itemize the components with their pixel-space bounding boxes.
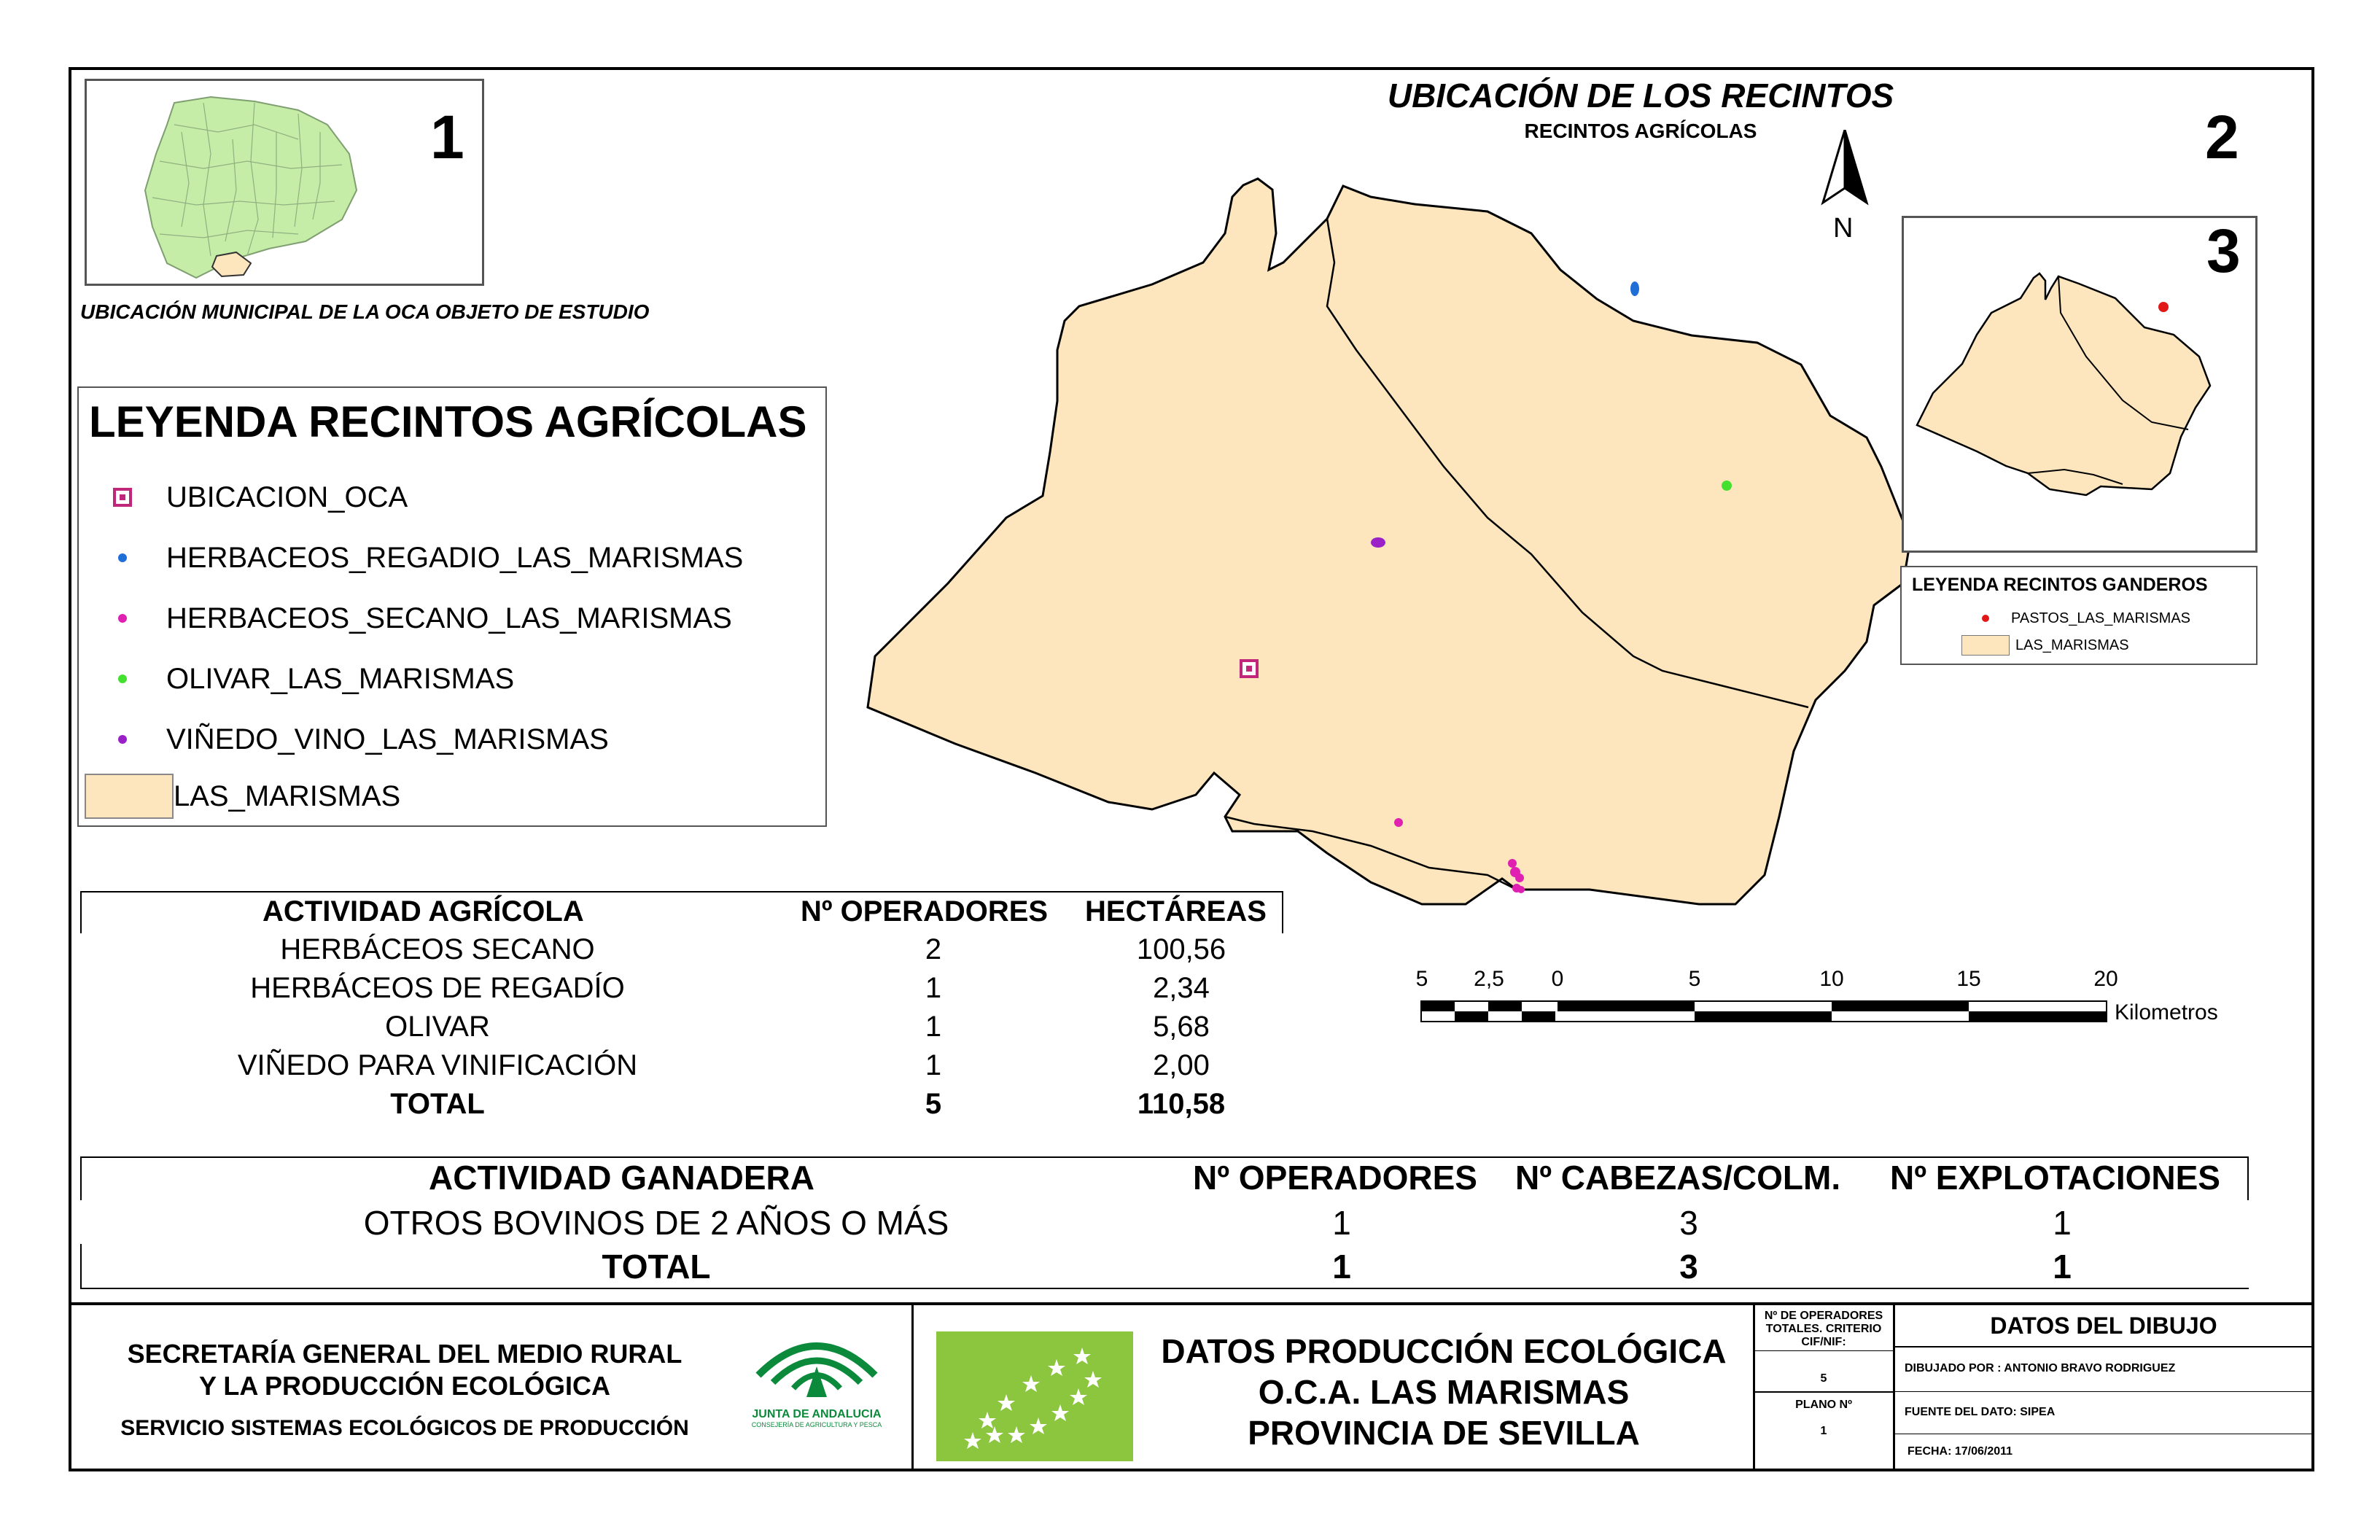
- table-ganadera-header-operators: Nº OPERADORES: [1193, 1159, 1477, 1197]
- eu-leaf-icon: [936, 1331, 1133, 1461]
- footer-divider-2: [1753, 1302, 1755, 1471]
- ganadero-map-svg: [1904, 218, 2255, 551]
- scale-tick-label: 0: [1551, 967, 1564, 991]
- footer-operators-label: Nº DE OPERADORES TOTALES. CRITERIO CIF/NIF:: [1764, 1310, 1883, 1348]
- scale-tick-label: 20: [2093, 967, 2118, 991]
- table-agricola-header-hectares: HECTÁREAS: [1085, 895, 1267, 928]
- table-agricola-row-hectares: 100,56: [1136, 933, 1226, 965]
- table-agricola-row-activity: HERBÁCEOS DE REGADÍO: [250, 972, 625, 1004]
- legend-item-ubicacion-oca: [79, 475, 408, 519]
- footer-center-line2: O.C.A. LAS MARISMAS: [1258, 1373, 1630, 1411]
- legend-label: UBICACION_OCA: [166, 481, 408, 513]
- footer-drawing-rule-2: [1894, 1391, 2314, 1392]
- junta-logo-text1: JUNTA DE ANDALUCIA: [752, 1408, 882, 1420]
- table-agricola-row-hectares: 2,00: [1153, 1049, 1210, 1081]
- table-agricola-total-hectares: 110,58: [1137, 1088, 1226, 1120]
- table-ganadera-header-farms: Nº EXPLOTACIONES: [1890, 1159, 2220, 1197]
- legend-ganadero-label: PASTOS_LAS_MARISMAS: [2011, 610, 2191, 626]
- legend-item-herbaceos-regadio: [79, 536, 743, 580]
- table-ganadera-left-rule: [80, 1156, 82, 1200]
- junta-logo-text2: CONSEJERÍA DE AGRICULTURA Y PESCA: [751, 1421, 882, 1428]
- table-agricola-row-operators: 1: [925, 1011, 942, 1043]
- scale-tick-label: 5: [1688, 967, 1701, 991]
- legend-label: HERBACEOS_REGADIO_LAS_MARISMAS: [166, 541, 744, 574]
- footer-plano-value: 1: [1820, 1425, 1827, 1437]
- scale-tick-label: 15: [1956, 967, 1981, 991]
- legend-item-vinedo: [79, 718, 609, 761]
- junta-andalucia-logo: [736, 1324, 897, 1441]
- footer-top-rule: [69, 1302, 2314, 1305]
- footer-plano-rule: [1754, 1391, 1893, 1393]
- legend-agricola: [77, 386, 827, 827]
- footer-source: FUENTE DEL DATO: SIPEA: [1905, 1406, 2056, 1418]
- legend-item-herbaceos-secano: [79, 596, 732, 640]
- point-pastos: [2158, 302, 2169, 312]
- table-ganadera-left-total-rule: [80, 1244, 82, 1289]
- table-agricola-row-activity: HERBÁCEOS SECANO: [280, 933, 595, 965]
- table-ganadera-total-operators: 1: [1332, 1248, 1351, 1286]
- panel-number-3: 3: [2206, 217, 2241, 285]
- oca-square-icon: [112, 487, 133, 508]
- table-ganadera-total-farms: 1: [2053, 1248, 2072, 1286]
- table-ganadera-header-heads: Nº CABEZAS/COLM.: [1515, 1159, 1841, 1197]
- table-agricola-top-rule: [80, 891, 1283, 892]
- footer-drawing-title: DATOS DEL DIBUJO: [1990, 1312, 2217, 1339]
- purple-dot-icon: [118, 735, 127, 744]
- legend-label: HERBACEOS_SECANO_LAS_MARISMAS: [166, 602, 732, 634]
- footer-org-line1: SECRETARÍA GENERAL DEL MEDIO RURAL: [127, 1339, 682, 1369]
- footer-divider-1: [911, 1302, 914, 1471]
- legend-label: OLIVAR_LAS_MARISMAS: [166, 662, 515, 695]
- north-label: N: [1833, 213, 1854, 244]
- inset-province-map: [85, 79, 484, 286]
- table-agricola-right-rule: [1282, 891, 1283, 933]
- legend-item-las-marismas: [79, 774, 400, 818]
- table-ganadera-header-activity: ACTIVIDAD GANADERA: [429, 1159, 814, 1197]
- table-agricola-left-rule: [80, 891, 82, 933]
- province-map-svg: [87, 81, 482, 284]
- table-agricola-row-hectares: 5,68: [1153, 1011, 1210, 1043]
- scale-unit: Kilometros: [2115, 1000, 2218, 1024]
- table-ganadera-row-activity: OTROS BOVINOS DE 2 AÑOS O MÁS: [363, 1204, 949, 1242]
- footer-org-line3: SERVICIO SISTEMAS ECOLÓGICOS DE PRODUCCIÓN: [120, 1416, 689, 1440]
- table-agricola-row-operators: 1: [925, 972, 942, 1004]
- footer-center-line1: DATOS PRODUCCIÓN ECOLÓGICA: [1161, 1332, 1727, 1370]
- table-agricola-total-label: TOTAL: [390, 1088, 485, 1120]
- subtitle: RECINTOS AGRÍCOLAS: [1524, 120, 1757, 142]
- legend-ganadero-fill-icon: [1961, 635, 2010, 656]
- inset-caption: UBICACIÓN MUNICIPAL DE LA OCA OBJETO DE ESTUDIO: [80, 300, 650, 323]
- legend-ganadero-title: LEYENDA RECINTOS GANDEROS: [1912, 575, 2208, 595]
- footer-plano-label: PLANO Nº: [1795, 1399, 1852, 1411]
- las-marismas-area: [868, 179, 1910, 904]
- table-ganadera-total-heads: 3: [1679, 1248, 1698, 1286]
- scale-tick-label: 2,5: [1474, 967, 1504, 991]
- table-agricola-row-hectares: 2,34: [1153, 972, 1210, 1004]
- point-vinedo: [1371, 537, 1385, 548]
- table-ganadera-total-label: TOTAL: [602, 1248, 711, 1286]
- table-agricola-header-activity: ACTIVIDAD AGRÍCOLA: [262, 895, 584, 928]
- legend-ganadero-dot-icon: [1982, 615, 1989, 622]
- table-agricola-header-operators: Nº OPERADORES: [801, 895, 1049, 928]
- main-title: UBICACIÓN DE LOS RECINTOS: [1387, 77, 1894, 114]
- legend-ganadero: [1900, 566, 2258, 665]
- legend-agricola-title: LEYENDA RECINTOS AGRÍCOLAS: [89, 397, 807, 446]
- scale-bar-graphic: [1420, 1000, 2109, 1024]
- legend-ganadero-item-pastos: [1902, 608, 2190, 629]
- junta-emblem-icon: [736, 1324, 897, 1404]
- table-ganadera-row-heads: 3: [1679, 1204, 1698, 1242]
- pink-dot-icon: [118, 614, 127, 623]
- main-map: [860, 175, 1925, 933]
- point-herbaceos-regadio: [1630, 281, 1639, 296]
- footer-operators-value: 5: [1820, 1372, 1827, 1385]
- footer-operators-rule: [1754, 1350, 1893, 1351]
- table-agricola-row-activity: VIÑEDO PARA VINIFICACIÓN: [237, 1049, 638, 1081]
- eu-organic-logo: [936, 1331, 1133, 1461]
- point-olivar: [1722, 481, 1732, 491]
- footer-drawn-by: DIBUJADO POR : ANTONIO BRAVO RODRIGUEZ: [1905, 1362, 2176, 1374]
- marismas-fill-icon: [85, 774, 174, 819]
- legend-ganadero-item-marismas: [1902, 634, 2129, 656]
- footer-drawing-rule-1: [1894, 1346, 2314, 1348]
- footer-divider-3: [1893, 1302, 1895, 1471]
- footer-org-line2: Y LA PRODUCCIÓN ECOLÓGICA: [198, 1371, 611, 1401]
- blue-dot-icon: [118, 553, 127, 562]
- oca-location-marker: [1241, 661, 1257, 677]
- green-dot-icon: [118, 674, 127, 683]
- footer-date: FECHA: 17/06/2011: [1908, 1445, 2013, 1458]
- panel-number-2: 2: [2205, 103, 2239, 171]
- footer-center-line3: PROVINCIA DE SEVILLA: [1248, 1414, 1640, 1452]
- table-ganadera-row-operators: 1: [1332, 1204, 1351, 1242]
- table-ganadera-right-rule: [2247, 1156, 2249, 1200]
- table-agricola-row-operators: 1: [925, 1049, 942, 1081]
- legend-ganadero-label: LAS_MARISMAS: [2015, 637, 2129, 653]
- table-ganadera-bottom-rule: [80, 1288, 2249, 1289]
- table-ganadera-row-farms: 1: [2053, 1204, 2072, 1242]
- legend-label: LAS_MARISMAS: [174, 779, 401, 812]
- panel-number-1: 1: [430, 103, 464, 171]
- table-agricola-total-operators: 5: [925, 1088, 942, 1120]
- legend-item-olivar: [79, 657, 514, 701]
- scale-tick-label: 10: [1819, 967, 1844, 991]
- point-herbaceos-secano-1: [1394, 818, 1403, 827]
- scale-tick-label: 5: [1415, 967, 1428, 991]
- legend-label: VIÑEDO_VINO_LAS_MARISMAS: [166, 723, 609, 755]
- table-agricola-row-activity: OLIVAR: [385, 1011, 490, 1043]
- table-agricola-row-operators: 2: [925, 933, 942, 965]
- inset-ganadero-map: [1902, 216, 2258, 553]
